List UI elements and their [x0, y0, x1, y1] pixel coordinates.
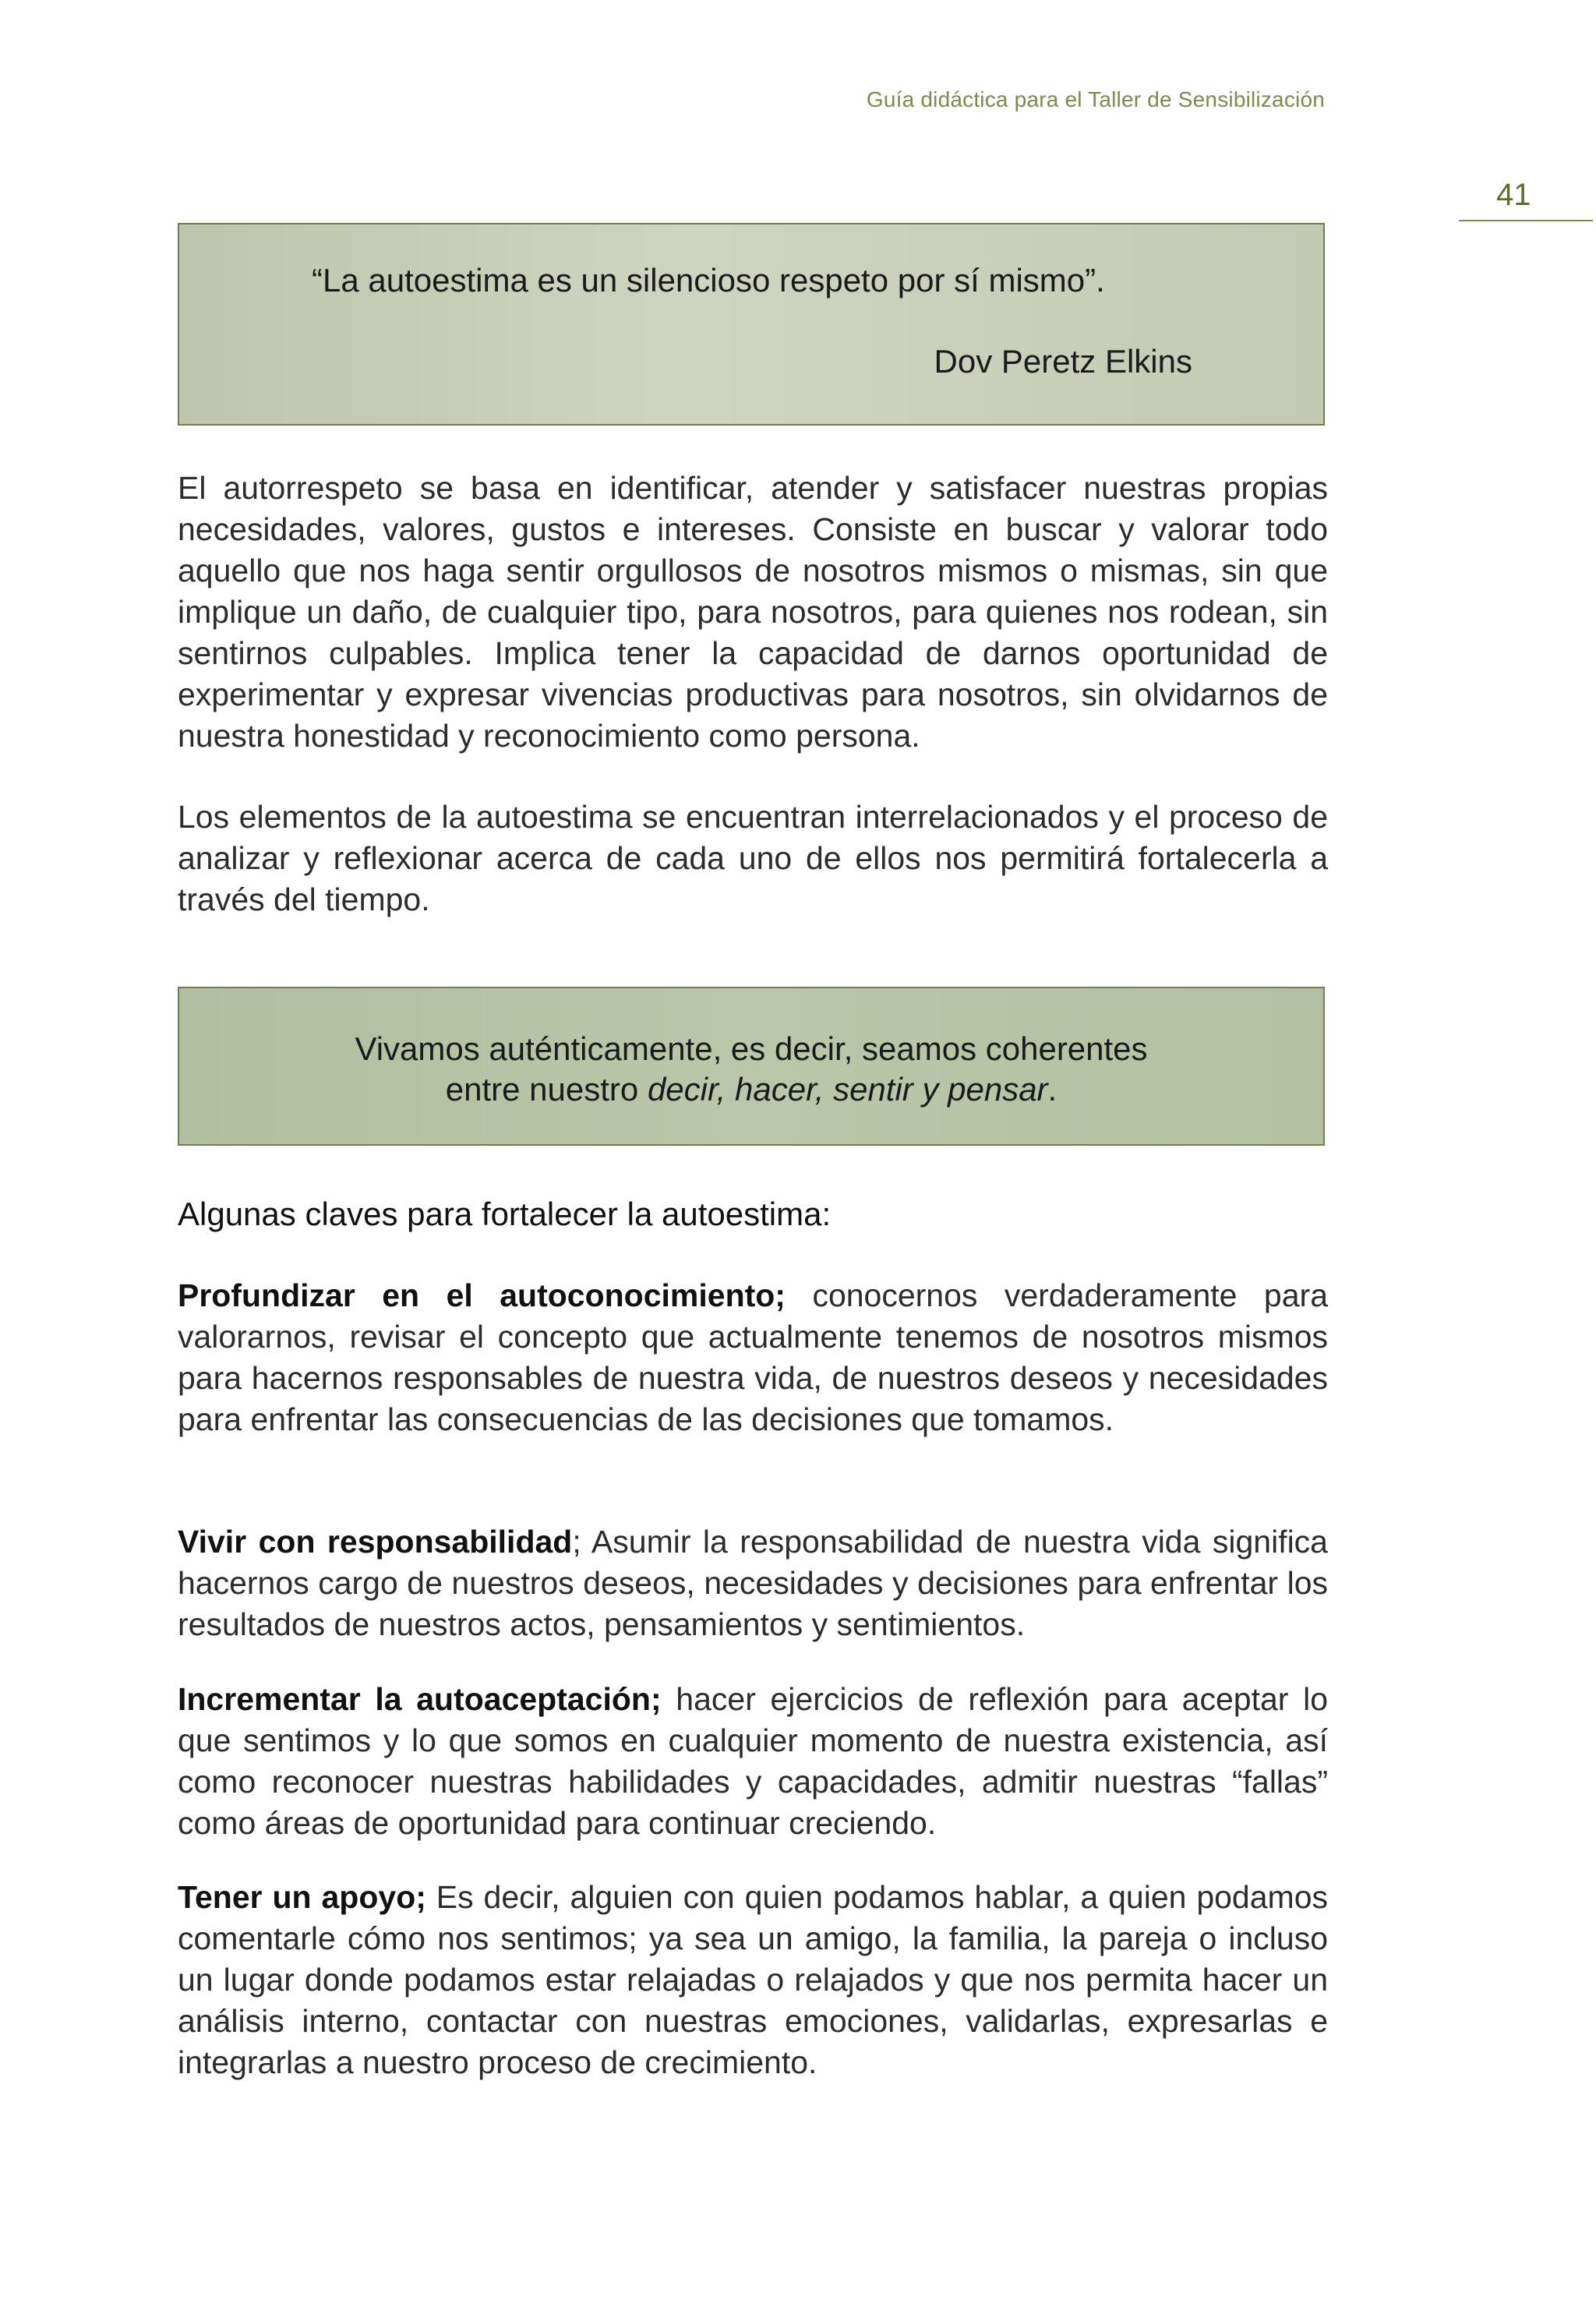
page-number: 41 [1496, 178, 1531, 212]
key-text: conocernos verdaderamente para valorarnos, revisar el concepto que actualmente tenemos de nosotros mismos para hacernos responsables de nuestra vida, de nuestros deseos y necesidades para enfrentar las consecuencias de las decisiones que tomamos. [178, 1277, 1328, 1437]
quote-text: “La autoestima es un silencioso respeto por sí mismo”. [312, 262, 1105, 299]
paragraph-elementos: Los elementos de la autoestima se encuentran interrelacionados y el proceso de analizar y reflexionar acerca de cada uno de ellos nos permitirá fortalecerla a través del tiempo. [178, 799, 1328, 917]
motto-line-2 [179, 1071, 1323, 1108]
key-text: ; Asumir la responsabilidad de nuestra vida significa hacernos cargo de nuestros deseos, necesidades y decisiones para enfrentar los resultados de nuestros actos, pensamientos y sentimientos. [178, 1524, 1328, 1642]
key-autoconocimiento [178, 1275, 1328, 1440]
key-autoaceptacion [178, 1679, 1328, 1844]
motto-line-2-italic: decir, hacer, sentir y pensar [647, 1071, 1048, 1108]
paragraph-autorrespeto: El autorrespeto se basa en identificar, atender y satisfacer nuestras propias necesidades, valores, gustos e intereses. Consiste en buscar y valorar todo aquello que nos haga sentir orgullosos de nosotros mismos o mismas, sin que implique un daño, de cualquier tipo, para nosotros, para quienes nos rodean, sin sentirnos culpables. Implica tener la capacidad de darnos oportunidad de experimentar y expresar vivencias productivas para nosotros, sin olvidarnos de nuestra honestidad y reconocimiento como persona. [178, 470, 1328, 754]
key-text: hacer ejercicios de reflexión para aceptar lo que sentimos y lo que somos en cualquier momento de nuestra existencia, así como reconocer nuestras habilidades y capacidades, admitir nuestras “fallas” como áreas de oportunidad para continuar creciendo. [178, 1681, 1328, 1841]
page-number-rule [1459, 220, 1593, 221]
key-apoyo [178, 1877, 1328, 2083]
key-term: Tener un apoyo; [178, 1879, 426, 1915]
motto-line-1: Vivamos auténticamente, es decir, seamos coherentes [355, 1030, 1148, 1067]
quote-box [178, 223, 1325, 426]
keys-heading: Algunas claves para fortalecer la autoestima: [178, 1196, 832, 1232]
motto-line-2-suffix: . [1047, 1071, 1058, 1108]
key-text: Es decir, alguien con quien podamos hablar, a quien podamos comentarle cómo nos sentimos; ya sea un amigo, la familia, la pareja o incluso un lugar donde podamos estar relajadas o relajados y que nos permita hacer un análisis interno, contactar con nuestras emociones, validarlas, expresarlas e integrarlas a nuestro proceso de crecimiento. [178, 1879, 1328, 2080]
running-header: Guía didáctica para el Taller de Sensibilización [866, 87, 1325, 111]
quote-author: Dov Peretz Elkins [934, 343, 1192, 380]
motto-line-2-prefix: entre nuestro [445, 1071, 648, 1108]
key-term: Incrementar la autoaceptación; [178, 1681, 662, 1717]
key-term: Vivir con responsabilidad [178, 1524, 573, 1560]
key-term: Profundizar en el autoconocimiento; [178, 1277, 786, 1313]
motto-box [178, 987, 1325, 1146]
key-responsabilidad [178, 1521, 1328, 1645]
